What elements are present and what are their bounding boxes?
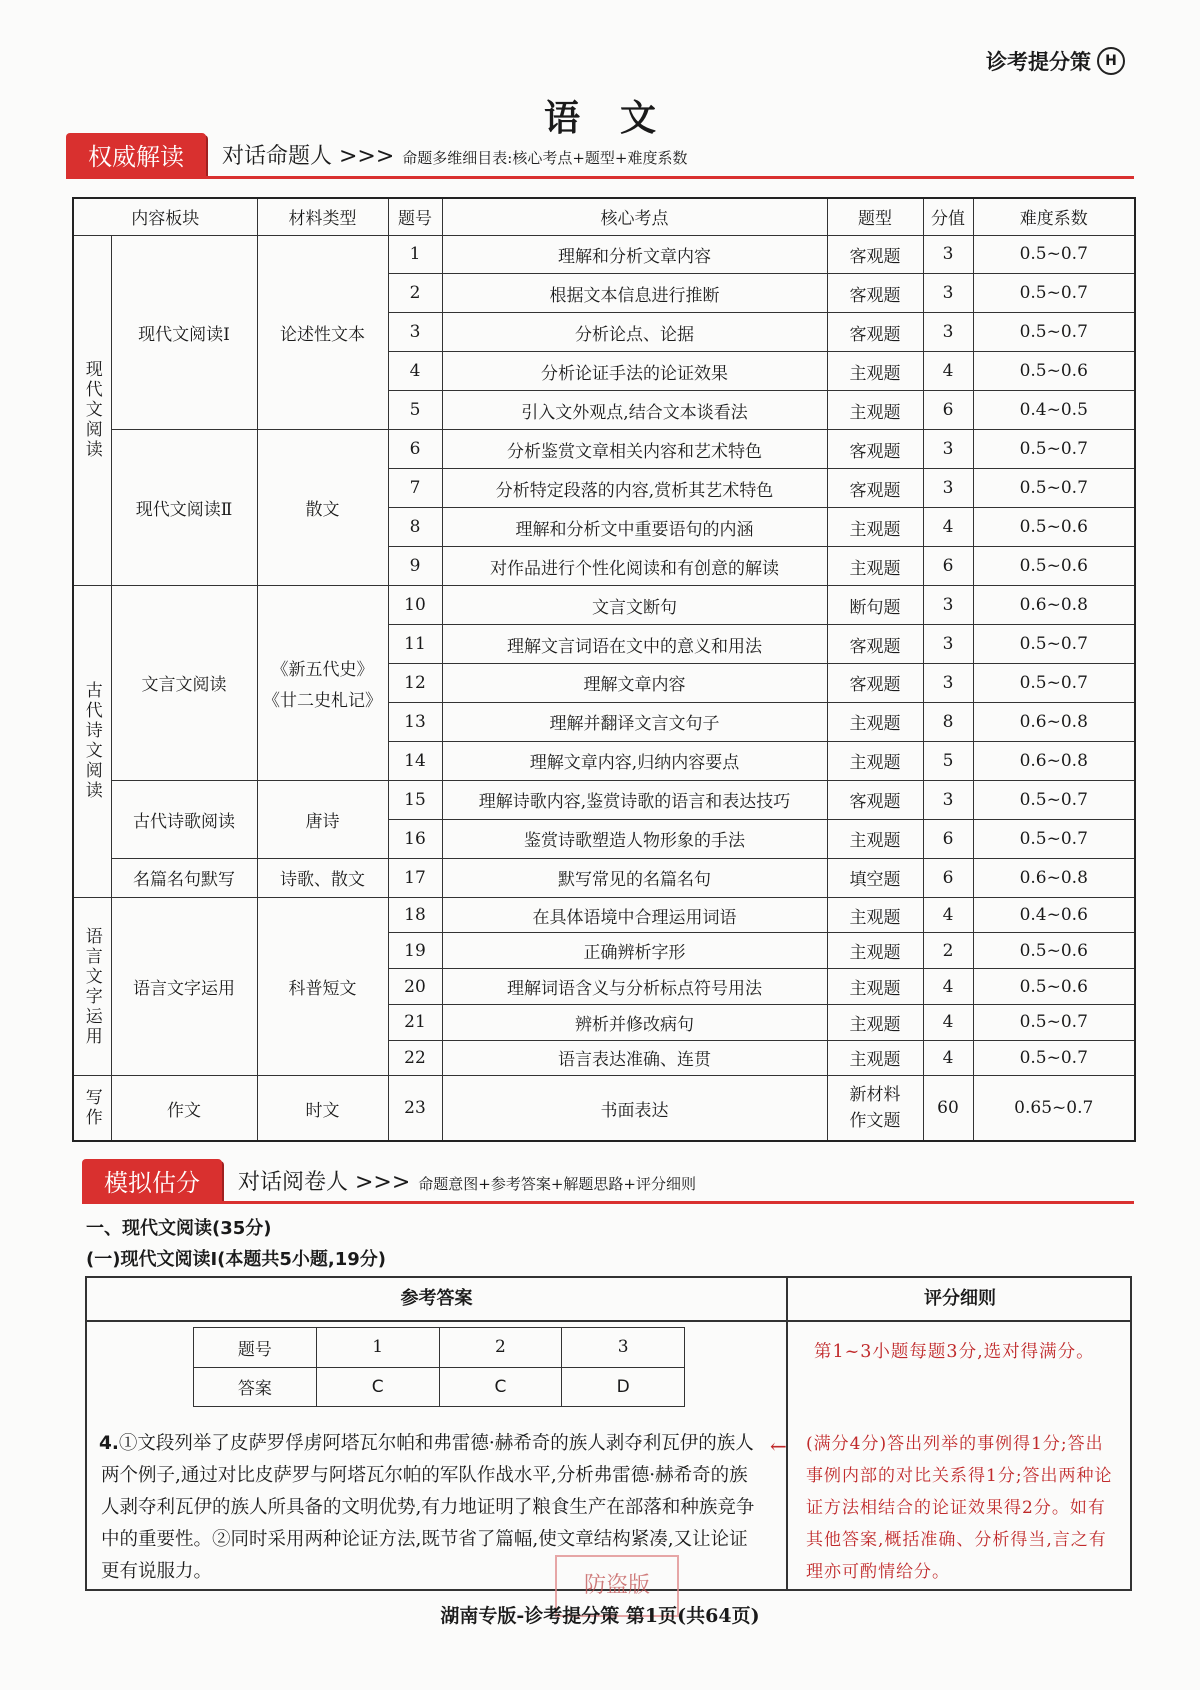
core-point-cell: 书面表达 (442, 1076, 827, 1141)
question-number-cell: 23 (388, 1076, 442, 1141)
question-type-cell: 主观题 (827, 741, 923, 780)
banner-tag: 权威解读 (66, 133, 206, 176)
difficulty-cell: 0.6~0.8 (973, 741, 1135, 780)
banner-authority (66, 134, 688, 176)
core-point-cell: 分析鉴赏文章相关内容和艺术特色 (442, 430, 827, 469)
difficulty-cell: 0.5~0.7 (973, 1040, 1135, 1076)
difficulty-cell: 0.5~0.7 (973, 313, 1135, 352)
question-type-cell: 主观题 (827, 1004, 923, 1040)
question-number-cell: 4 (388, 352, 442, 391)
banner-title: 对话阅卷人 >>> (238, 1170, 411, 1195)
banner-subtitle: 命题多维细目表:核心考点+题型+难度系数 (402, 149, 688, 167)
question-number-cell: 5 (388, 391, 442, 430)
material-cell: 论述性文本 (257, 235, 388, 430)
difficulty-cell: 0.4~0.5 (973, 391, 1135, 430)
score-cell: 6 (923, 391, 973, 430)
table-row (73, 1076, 1135, 1141)
score-cell: 3 (923, 235, 973, 274)
group-cell-writing: 写作 (73, 1076, 111, 1141)
score-cell: 6 (923, 819, 973, 858)
core-point-cell: 根据文本信息进行推断 (442, 274, 827, 313)
score-cell: 3 (923, 430, 973, 469)
question-type-cell: 主观题 (827, 933, 923, 969)
difficulty-cell: 0.5~0.7 (973, 235, 1135, 274)
subsection-heading: (一)现代文阅读Ⅰ(本题共5小题,19分) (86, 1249, 387, 1270)
group-cell-ancient: 古代诗文阅读 (73, 586, 111, 898)
question-type-cell: 客观题 (827, 430, 923, 469)
question-number: 4. (99, 1433, 119, 1454)
block-cell: 古代诗歌阅读 (111, 780, 257, 858)
core-point-cell: 文言文断句 (442, 586, 827, 625)
difficulty-cell: 0.5~0.7 (973, 430, 1135, 469)
score-cell: 3 (923, 274, 973, 313)
score-cell: 4 (923, 508, 973, 547)
table-row (73, 780, 1135, 819)
score-cell: 4 (923, 1004, 973, 1040)
page-title: 语文 (543, 97, 696, 139)
material-title: 《新五代史》 (271, 659, 374, 680)
score-cell: 3 (923, 625, 973, 664)
score-cell: 3 (923, 780, 973, 819)
core-point-cell: 理解文章内容 (442, 663, 827, 702)
banner-title: 对话命题人 >>> (222, 144, 395, 169)
anti-piracy-stamp: 防盗版 (555, 1555, 679, 1617)
question-type-cell: 填空题 (827, 858, 923, 897)
question-number-cell: 19 (388, 933, 442, 969)
difficulty-cell: 0.6~0.8 (973, 702, 1135, 741)
material-cell (257, 586, 388, 781)
difficulty-cell: 0.5~0.6 (973, 352, 1135, 391)
key-answer-cell: 答案 (194, 1367, 317, 1407)
question-type-cell: 主观题 (827, 352, 923, 391)
question-number-cell: 14 (388, 741, 442, 780)
reference-answers (87, 1278, 788, 1589)
core-point-cell: 理解诗歌内容,鉴赏诗歌的语言和表达技巧 (442, 780, 827, 819)
difficulty-cell: 0.5~0.7 (973, 274, 1135, 313)
question-type-cell: 主观题 (827, 897, 923, 933)
question-type-cell: 主观题 (827, 508, 923, 547)
question-type-cell: 客观题 (827, 313, 923, 352)
score-cell: 6 (923, 547, 973, 586)
table-row (73, 235, 1135, 274)
block-cell: 语言文字运用 (111, 897, 257, 1076)
score-cell: 4 (923, 352, 973, 391)
key-header-cell: 1 (316, 1328, 439, 1368)
difficulty-cell: 0.5~0.7 (973, 780, 1135, 819)
header-cell: 分值 (923, 198, 973, 235)
question-number-cell: 12 (388, 663, 442, 702)
block-cell: 现代文阅读Ⅰ (111, 235, 257, 430)
core-point-cell: 分析论点、论据 (442, 313, 827, 352)
score-cell: 60 (923, 1076, 973, 1141)
score-cell: 4 (923, 1040, 973, 1076)
banner-tag: 模拟估分 (82, 1159, 222, 1202)
table-row (73, 897, 1135, 933)
question-type-cell: 主观题 (827, 819, 923, 858)
block-cell: 现代文阅读Ⅱ (111, 430, 257, 586)
difficulty-cell: 0.5~0.6 (973, 508, 1135, 547)
question-number-cell: 2 (388, 274, 442, 313)
difficulty-cell: 0.5~0.6 (973, 547, 1135, 586)
score-cell: 5 (923, 741, 973, 780)
question-number-cell: 3 (388, 313, 442, 352)
group-cell-language: 语言文字运用 (73, 897, 111, 1076)
key-answer-cell: C (316, 1367, 439, 1407)
banner-simulation (82, 1160, 696, 1202)
header-cell: 题型 (827, 198, 923, 235)
brand-label: 诊考提分策 (986, 50, 1091, 74)
core-point-cell: 理解文言词语在文中的意义和用法 (442, 625, 827, 664)
banner-subtitle: 命题意图+参考答案+解题思路+评分细则 (418, 1175, 697, 1193)
question-number-cell: 11 (388, 625, 442, 664)
question-type-cell: 客观题 (827, 235, 923, 274)
brand-logo-icon: H (1097, 47, 1125, 75)
question-number-cell: 13 (388, 702, 442, 741)
core-point-cell: 分析特定段落的内容,赏析其艺术特色 (442, 469, 827, 508)
key-header-cell: 2 (439, 1328, 562, 1368)
difficulty-cell: 0.5~0.6 (973, 969, 1135, 1005)
scoring-rule-1-3: 第1~3小题每题3分,选对得满分。 (814, 1342, 1095, 1362)
answer-box (85, 1276, 1132, 1591)
question-type-cell: 断句题 (827, 586, 923, 625)
question-number-cell: 8 (388, 508, 442, 547)
score-cell: 3 (923, 313, 973, 352)
block-cell: 作文 (111, 1076, 257, 1141)
difficulty-cell: 0.6~0.8 (973, 858, 1135, 897)
difficulty-cell: 0.5~0.6 (973, 933, 1135, 969)
score-cell: 4 (923, 969, 973, 1005)
core-point-cell: 默写常见的名篇名句 (442, 858, 827, 897)
core-point-cell: 引入文外观点,结合文本谈看法 (442, 391, 827, 430)
question-type-cell: 主观题 (827, 1040, 923, 1076)
question-type-cell: 客观题 (827, 274, 923, 313)
arrow-left-icon: ← (770, 1434, 787, 1458)
brand (986, 46, 1125, 76)
question-type-cell: 客观题 (827, 469, 923, 508)
difficulty-cell: 0.65~0.7 (973, 1076, 1135, 1141)
core-point-cell: 理解文章内容,归纳内容要点 (442, 741, 827, 780)
material-cell: 科普短文 (257, 897, 388, 1076)
group-cell-modern: 现代文阅读 (73, 235, 111, 586)
table-row (73, 430, 1135, 469)
core-point-cell: 鉴赏诗歌塑造人物形象的手法 (442, 819, 827, 858)
question-4-text: ①文段列举了皮萨罗俘虏阿塔瓦尔帕和弗雷德·赫希奇的族人剥夺利瓦伊的族人两个例子,通过对比皮萨罗与阿塔瓦尔帕的军队作战水平,分析弗雷德·赫希奇的族人剥夺利瓦伊的族人所具备的文明优势,有力地证明了粮食生产在部落和种族竞争中的重要性。②同时采用两种论证方法,既节省了篇幅,使文章结构紧凑,又让论证更有说服力。 (101, 1433, 755, 1582)
answer-key-table (193, 1327, 685, 1407)
question-number-cell: 6 (388, 430, 442, 469)
question-type-cell: 主观题 (827, 391, 923, 430)
exam-spec-table (72, 197, 1136, 1142)
block-cell: 文言文阅读 (111, 586, 257, 781)
question-type-cell: 主观题 (827, 702, 923, 741)
question-number-cell: 22 (388, 1040, 442, 1076)
key-header-cell: 3 (562, 1328, 685, 1368)
question-number-cell: 21 (388, 1004, 442, 1040)
core-point-cell: 语言表达准确、连贯 (442, 1040, 827, 1076)
difficulty-cell: 0.4~0.6 (973, 897, 1135, 933)
material-cell: 散文 (257, 430, 388, 586)
difficulty-cell: 0.5~0.7 (973, 819, 1135, 858)
difficulty-cell: 0.5~0.7 (973, 469, 1135, 508)
question-type-cell: 主观题 (827, 547, 923, 586)
divider (82, 1201, 1134, 1204)
score-cell: 3 (923, 469, 973, 508)
core-point-cell: 对作品进行个性化阅读和有创意的解读 (442, 547, 827, 586)
scoring-rules (788, 1278, 1132, 1589)
table-row (73, 858, 1135, 897)
score-cell: 6 (923, 858, 973, 897)
scoring-rule-4: (满分4分)答出列举的事例得1分;答出事例内部的对比关系得1分;答出两种论证方法相结合的论证效果得2分。如有其他答案,概括准确、分析得当,言之有理亦可酌情给分。 (806, 1434, 1113, 1582)
core-point-cell: 分析论证手法的论证效果 (442, 352, 827, 391)
question-number-cell: 18 (388, 897, 442, 933)
difficulty-cell: 0.5~0.7 (973, 625, 1135, 664)
question-type-cell: 客观题 (827, 663, 923, 702)
header-cell: 难度系数 (973, 198, 1135, 235)
block-cell: 名篇名句默写 (111, 858, 257, 897)
question-type-cell: 新材料作文题 (827, 1076, 923, 1141)
question-number-cell: 1 (388, 235, 442, 274)
question-number-cell: 16 (388, 819, 442, 858)
core-point-cell: 理解和分析文中重要语句的内涵 (442, 508, 827, 547)
scoring-header: 评分细则 (788, 1278, 1132, 1322)
section-heading: 一、现代文阅读(35分) (86, 1218, 272, 1239)
score-cell: 3 (923, 586, 973, 625)
difficulty-cell: 0.5~0.7 (973, 663, 1135, 702)
key-header-cell: 题号 (194, 1328, 317, 1368)
question-number-cell: 15 (388, 780, 442, 819)
core-point-cell: 理解和分析文章内容 (442, 235, 827, 274)
answers-header: 参考答案 (87, 1278, 786, 1322)
core-point-cell: 在具体语境中合理运用词语 (442, 897, 827, 933)
score-cell: 4 (923, 897, 973, 933)
header-cell: 材料类型 (257, 198, 388, 235)
question-number-cell: 9 (388, 547, 442, 586)
core-point-cell: 正确辨析字形 (442, 933, 827, 969)
question-number-cell: 20 (388, 969, 442, 1005)
key-answer-cell: C (439, 1367, 562, 1407)
material-cell: 时文 (257, 1076, 388, 1141)
score-cell: 8 (923, 702, 973, 741)
score-cell: 3 (923, 663, 973, 702)
material-title: 《廿二史札记》 (263, 690, 382, 711)
question-type-cell: 主观题 (827, 969, 923, 1005)
header-cell: 题号 (388, 198, 442, 235)
material-cell: 诗歌、散文 (257, 858, 388, 897)
page-footer: 湖南专版-诊考提分策 第1页(共64页) (440, 1605, 760, 1627)
header-cell: 核心考点 (442, 198, 827, 235)
key-answer-cell: D (562, 1367, 685, 1407)
header-cell: 内容板块 (73, 198, 257, 235)
question-number-cell: 10 (388, 586, 442, 625)
question-number-cell: 17 (388, 858, 442, 897)
score-cell: 2 (923, 933, 973, 969)
core-point-cell: 理解词语含义与分析标点符号用法 (442, 969, 827, 1005)
question-number-cell: 7 (388, 469, 442, 508)
question-type-cell: 客观题 (827, 780, 923, 819)
table-row (73, 586, 1135, 625)
divider (66, 176, 1134, 179)
core-point-cell: 辨析并修改病句 (442, 1004, 827, 1040)
question-type-cell: 客观题 (827, 625, 923, 664)
material-cell: 唐诗 (257, 780, 388, 858)
difficulty-cell: 0.6~0.8 (973, 586, 1135, 625)
core-point-cell: 理解并翻译文言文句子 (442, 702, 827, 741)
difficulty-cell: 0.5~0.7 (973, 1004, 1135, 1040)
